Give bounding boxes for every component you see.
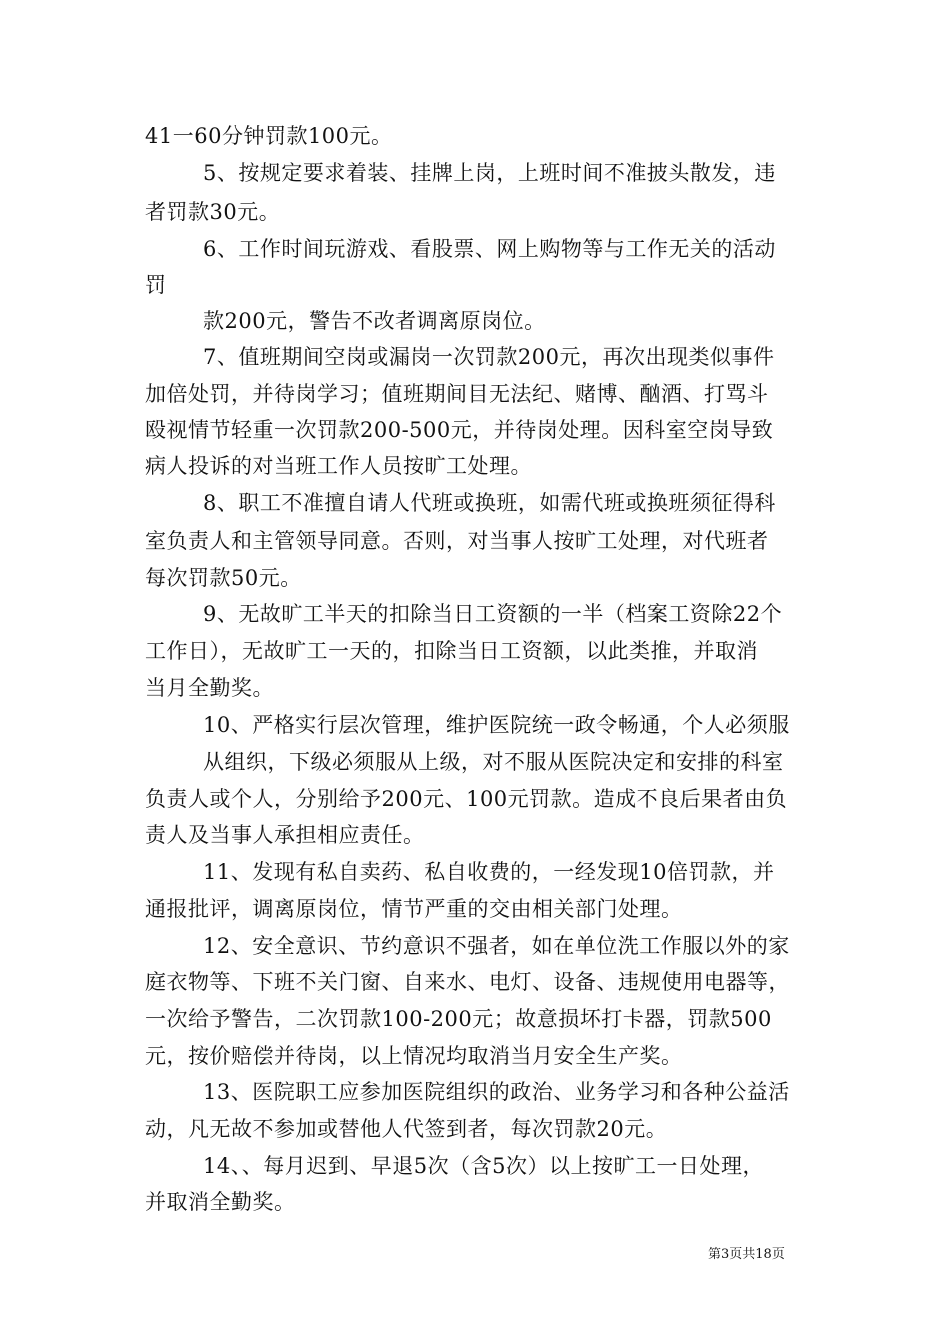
text-line: 加倍处罚，并待岗学习；值班期间目无法纪、赌博、酗酒、打骂斗 [145,382,769,406]
text-line: 动，凡无故不参加或替他人代签到者，每次罚款20元。 [145,1117,668,1141]
text-line: 7、值班期间空岗或漏岗一次罚款200元，再次出现类似事件 [203,345,775,369]
text-line: 责人及当事人承担相应责任。 [145,823,425,847]
text-line: 41一60分钟罚款100元。 [145,124,393,148]
text-line: 11、发现有私自卖药、私自收费的，一经发现10倍罚款，并 [203,860,775,884]
text-line: 负责人或个人，分别给予200元、100元罚款。造成不良后果者由负 [145,787,788,811]
text-line: 10、严格实行层次管理，维护医院统一政令畅通，个人必须服 [203,713,790,737]
text-line: 殴视情节轻重一次罚款200-500元，并待岗处理。因科室空岗导致 [145,418,774,442]
text-line: 8、职工不准擅自请人代班或换班，如需代班或换班须征得科 [203,491,776,515]
text-line: 6、工作时间玩游戏、看股票、网上购物等与工作无关的活动 [203,237,776,261]
text-line: 室负责人和主管领导同意。否则，对当事人按旷工处理，对代班者 [145,529,769,553]
text-line: 者罚款30元。 [145,200,281,224]
text-line: 病人投诉的对当班工作人员按旷工处理。 [145,454,532,478]
text-line: 每次罚款50元。 [145,566,302,590]
text-line: 罚 [145,273,167,297]
page-number: 第3页共18页 [708,1247,785,1262]
text-line: 12、安全意识、节约意识不强者，如在单位洗工作服以外的家 [203,934,790,958]
text-line: 5、按规定要求着装、挂牌上岗，上班时间不准披头散发，违 [203,161,776,185]
text-line: 并取消全勤奖。 [145,1190,296,1214]
text-line: 13、医院职工应参加医院组织的政治、业务学习和各种公益活 [203,1080,790,1104]
text-line: 一次给予警告，二次罚款100-200元；故意损坏打卡器，罚款500 [145,1007,772,1031]
text-line: 元，按价赔偿并待岗，以上情况均取消当月安全生产奖。 [145,1044,683,1068]
text-line: 14、、每月迟到、早退5次（含5次）以上按旷工一日处理， [203,1154,764,1178]
text-line: 款200元，警告不改者调离原岗位。 [203,309,546,333]
text-line: 从组织，下级必须服从上级，对不服从医院决定和安排的科室 [203,750,784,774]
text-line: 9、无故旷工半天的扣除当日工资额的一半（档案工资除22个 [203,602,783,626]
text-line: 通报批评，调离原岗位，情节严重的交由相关部门处理。 [145,897,683,921]
text-line: 工作日），无故旷工一天的，扣除当日工资额，以此类推，并取消 [145,639,758,663]
text-line: 庭衣物等、下班不关门窗、自来水、电灯、设备、违规使用电器等， [145,970,790,994]
text-line: 当月全勤奖。 [145,676,274,700]
